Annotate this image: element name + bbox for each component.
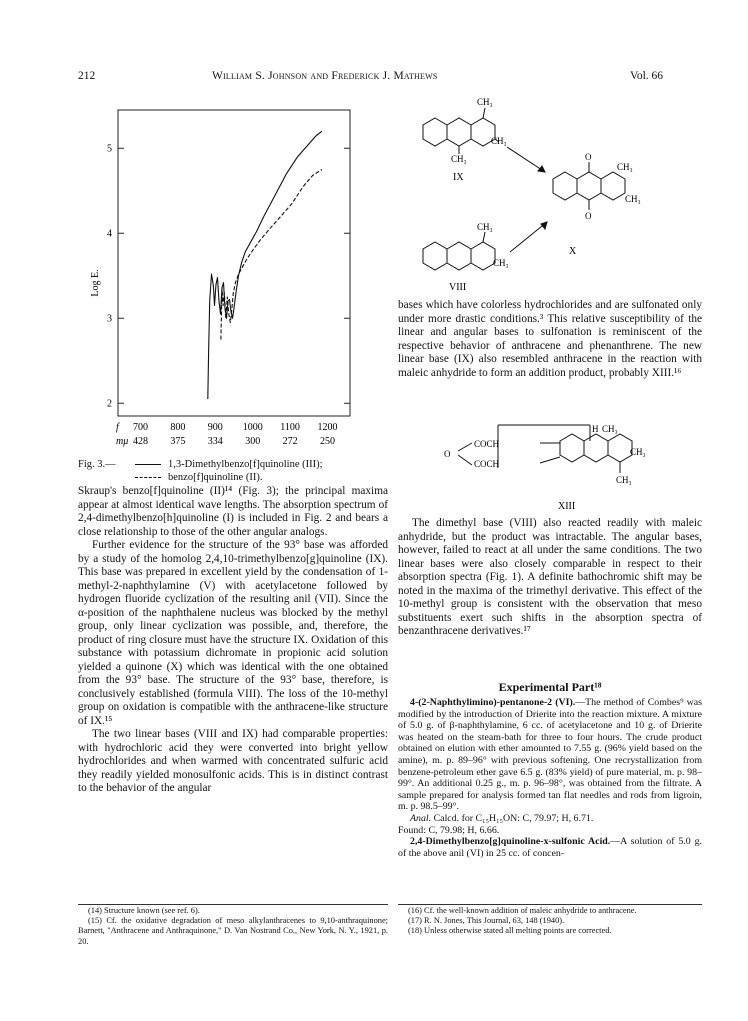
x-tick-label: 272 [282, 436, 298, 447]
xiii-ch3-top: CH₃ [602, 424, 618, 434]
footnote-14: (14) Structure known (see ref. 6). [88, 906, 200, 915]
x-tick-label: 700 [132, 422, 148, 433]
plot-frame [118, 110, 350, 416]
caption-label: Fig. 3.— [78, 459, 116, 470]
structure-x [553, 162, 625, 210]
y-tick-label: 3 [107, 313, 112, 325]
experimental-section [398, 697, 702, 859]
x-row-prefix: mμ [116, 436, 129, 447]
x-tick-label: 1000 [242, 422, 263, 433]
x-tick-label: 1200 [317, 422, 338, 433]
legend-dashed-swatch [135, 477, 161, 478]
running-head-authors: William S. Johnson and Frederick J. Mathews [212, 70, 438, 82]
figure-3-chart [78, 108, 378, 470]
right-paragraph-1: bases which have colorless hydrochlorides and are sulfonated only under more drastic conditions.³ This relative susceptibility of the linear and angular bases to sulfonation is reminiscent of the respective behavior of anthracene and phenanthrene. The new linear base (IX) also resembled anthracene in the reaction with maleic anhydride to form an addition product, probably XIII.¹⁶ [398, 299, 702, 379]
footnote-18: (18) Unless otherwise stated all melting points are corrected. [408, 926, 612, 936]
xiii-n-ch3: CH₃ [630, 447, 646, 457]
y-axis-label: Log E. [90, 269, 101, 297]
x-tick-label: 250 [320, 436, 336, 447]
left-footnotes [78, 906, 388, 947]
left-footnote-rule [78, 904, 388, 905]
experimental-heading: Experimental Part¹⁸ [498, 680, 602, 694]
x-oxygen-bottom: O [585, 211, 592, 221]
xiii-ch3-bottom: CH₃ [616, 475, 632, 485]
entry-1-title: 4-(2-Naphthylimino)-pentanone-2 (VI). [410, 697, 576, 708]
entry-1-body: —The method of Combes⁹ was modified by the introduction of Drierite into the reaction mixture. A mixture of 5.0 g. of β-naphthylamine, 6 cc. of acetylacetone and 10 g. of Drierite was heated on the steam-bath for three to four hours. The crude product obtained on elution with ether amounted to 7.55 g. (96% yield based on the amine), m. p. 89–96° with previous softening. One recrystallization from benzene-petroleum ether gave 6.5 g. (83% yield) of pure material, m. p. 98–99°. An additional 0.25 g., m. p. 96–98°, was obtained from the filtrate. A sample prepared for analysis formed tan flat needles and rods from ligroin, m. p. 98.5–99°. [398, 697, 702, 813]
footnote-16: (16) Cf. the well-known addition of maleic anhydride to anthracene. [408, 906, 637, 915]
paragraph-3: The two linear bases (VIII and IX) had comparable properties: with hydrochloric acid they were converted into bright yellow hydrochlorides and when warmed with concentrated sulfuric acid they readily yielded monosulfonic acids. This is in distinct contrast to the behavior of the angular [78, 728, 388, 794]
x-row-prefix: f [116, 422, 119, 433]
structure-xiii [440, 413, 660, 523]
legend-solid-label: 1,3-Dimethylbenzo[f]quinoline (III); [168, 459, 323, 470]
y-ticks [107, 143, 350, 409]
viii-ch3-right: CH₃ [493, 258, 509, 268]
paragraph-1: Skraup's benzo[f]quinoline (II)¹⁴ (Fig. 3); the principal maxima appear at almost identical wave lengths. The absorption spectrum of 2,4-dimethylbenzo[h]quinoline (I) is included in Fig. 2 and bears a close relationship to those of the other angular analogs. [78, 485, 388, 538]
x-tick-label: 800 [170, 422, 186, 433]
viii-ch3-top: CH₃ [477, 222, 493, 232]
series-line-dimethylbenzoquinoline [208, 131, 322, 399]
structures-ix-x-viii [395, 92, 680, 300]
xiii-h: H [592, 424, 599, 434]
x-ch3-1: CH₃ [617, 162, 633, 172]
analysis-calcd-text: Calcd. for C₁₅H₁₅ON: C, 79.97; H, 6.71. [433, 812, 594, 824]
xiii-coch-bottom: COCH [474, 459, 500, 469]
x-ch3-2: CH₃ [625, 194, 641, 204]
x-tick-label: 428 [132, 436, 148, 447]
structure-ix [423, 108, 499, 154]
x-tick-label: 334 [207, 436, 223, 447]
ix-ch3-top: CH₃ [477, 97, 493, 107]
right-footnote-rule [398, 904, 702, 905]
x-tick-label: 375 [170, 436, 186, 447]
entry-2-title: 2,4-Dimethylbenzo[g]quinoline-x-sulfonic Acid. [410, 836, 611, 848]
x-label: X [569, 246, 577, 257]
entry-2-body: —A solution of 5.0 g. of the above anil (VI) in 25 cc. of concen- [398, 836, 702, 859]
paragraph-2: Further evidence for the structure of the 93° base was afforded by a study of the homolog 2,4,10-trimethylbenzo[g]quinoline (IX). This base was prepared in excellent yield by the condensation of 1-methyl-2-naphthylamine (V) with acetylacetone followed by hydrogen fluoride cyclization of the resulting anil (VII). Since the α-position of the naphthalene nucleus was blocked by the methyl group, only linear cyclization was possible, and, therefore, the product of ring closure must have the structure IX. Oxidation of this substance with potassium dichromate in propionic acid solution yielded a quinone (X) which was identical with the one obtained from the 93° base. The structure of the 93° base, therefore, is conclusively established (formula VIII). The loss of the 10-methyl group on oxidation is compatible with the anthracene-like structure of IX.¹⁵ [78, 539, 388, 727]
x-oxygen-top: O [585, 152, 592, 162]
right-column-body-2 [398, 517, 702, 639]
figure-3-caption [78, 458, 390, 484]
analysis-label: Anal. [410, 812, 432, 824]
analysis-calcd [398, 813, 702, 825]
x-tick-label: 1100 [280, 422, 300, 433]
left-column-body [78, 485, 388, 796]
y-tick-label: 5 [107, 143, 112, 155]
x-axis-f-row [116, 422, 338, 433]
running-head-volume: Vol. 66 [630, 70, 664, 82]
page-number: 212 [78, 70, 96, 82]
xiii-oxygen: O [444, 449, 451, 459]
viii-label: VIII [449, 282, 467, 293]
y-tick-label: 4 [107, 228, 112, 240]
right-paragraph-2: The dimethyl base (VIII) also reacted readily with maleic anhydride, but the product was intractable. The angular bases, however, failed to react at all under the same conditions. The two linear bases were also closely comparable in respect to their absorption spectra (Fig. 1). A definite bathochromic shift may be noted in the maxima of the trimethyl derivative. This effect of the 10-methyl group is consistent with the observation that meso substituents exert such shifts in the absorption spectra of benzanthracene derivatives.¹⁷ [398, 517, 702, 637]
experimental-entry-1 [398, 697, 702, 813]
right-column-body-1 [398, 299, 702, 380]
analysis-found: Found: C, 79.98; H, 6.66. [398, 824, 500, 836]
legend-dashed-label: benzo[f]quinoline (II). [168, 472, 263, 483]
y-tick-label: 2 [107, 398, 112, 410]
x-axis-mu-row [116, 436, 335, 447]
x-tick-label: 900 [207, 422, 223, 433]
ix-n-ch3: CH₃ [491, 136, 507, 146]
xiii-label: XIII [558, 501, 576, 512]
ix-label: IX [453, 172, 464, 183]
structure-viii [423, 232, 495, 270]
x-tick-label: 300 [245, 436, 261, 447]
experimental-entry-2 [398, 836, 702, 859]
legend-solid-swatch [135, 464, 161, 465]
reaction-arrows [507, 147, 547, 252]
footnote-15: (15) Cf. the oxidative degradation of meso alkylanthracenes to 9,10-anthraquinone; Barnett, "Anthracene and Anthraquinone," D. Van Nostrand Co., New York, N. Y., 1921, p. 20. [78, 916, 388, 946]
series-line-benzoquinoline [221, 170, 322, 340]
xiii-coch-top: COCH [474, 439, 500, 449]
ix-ch3-bottom: CH₃ [451, 154, 467, 164]
spectrum-lines [208, 131, 322, 399]
footnote-17: (17) R. N. Jones, This Journal, 63, 148 (1940). [408, 916, 565, 926]
right-footnotes [398, 906, 702, 937]
